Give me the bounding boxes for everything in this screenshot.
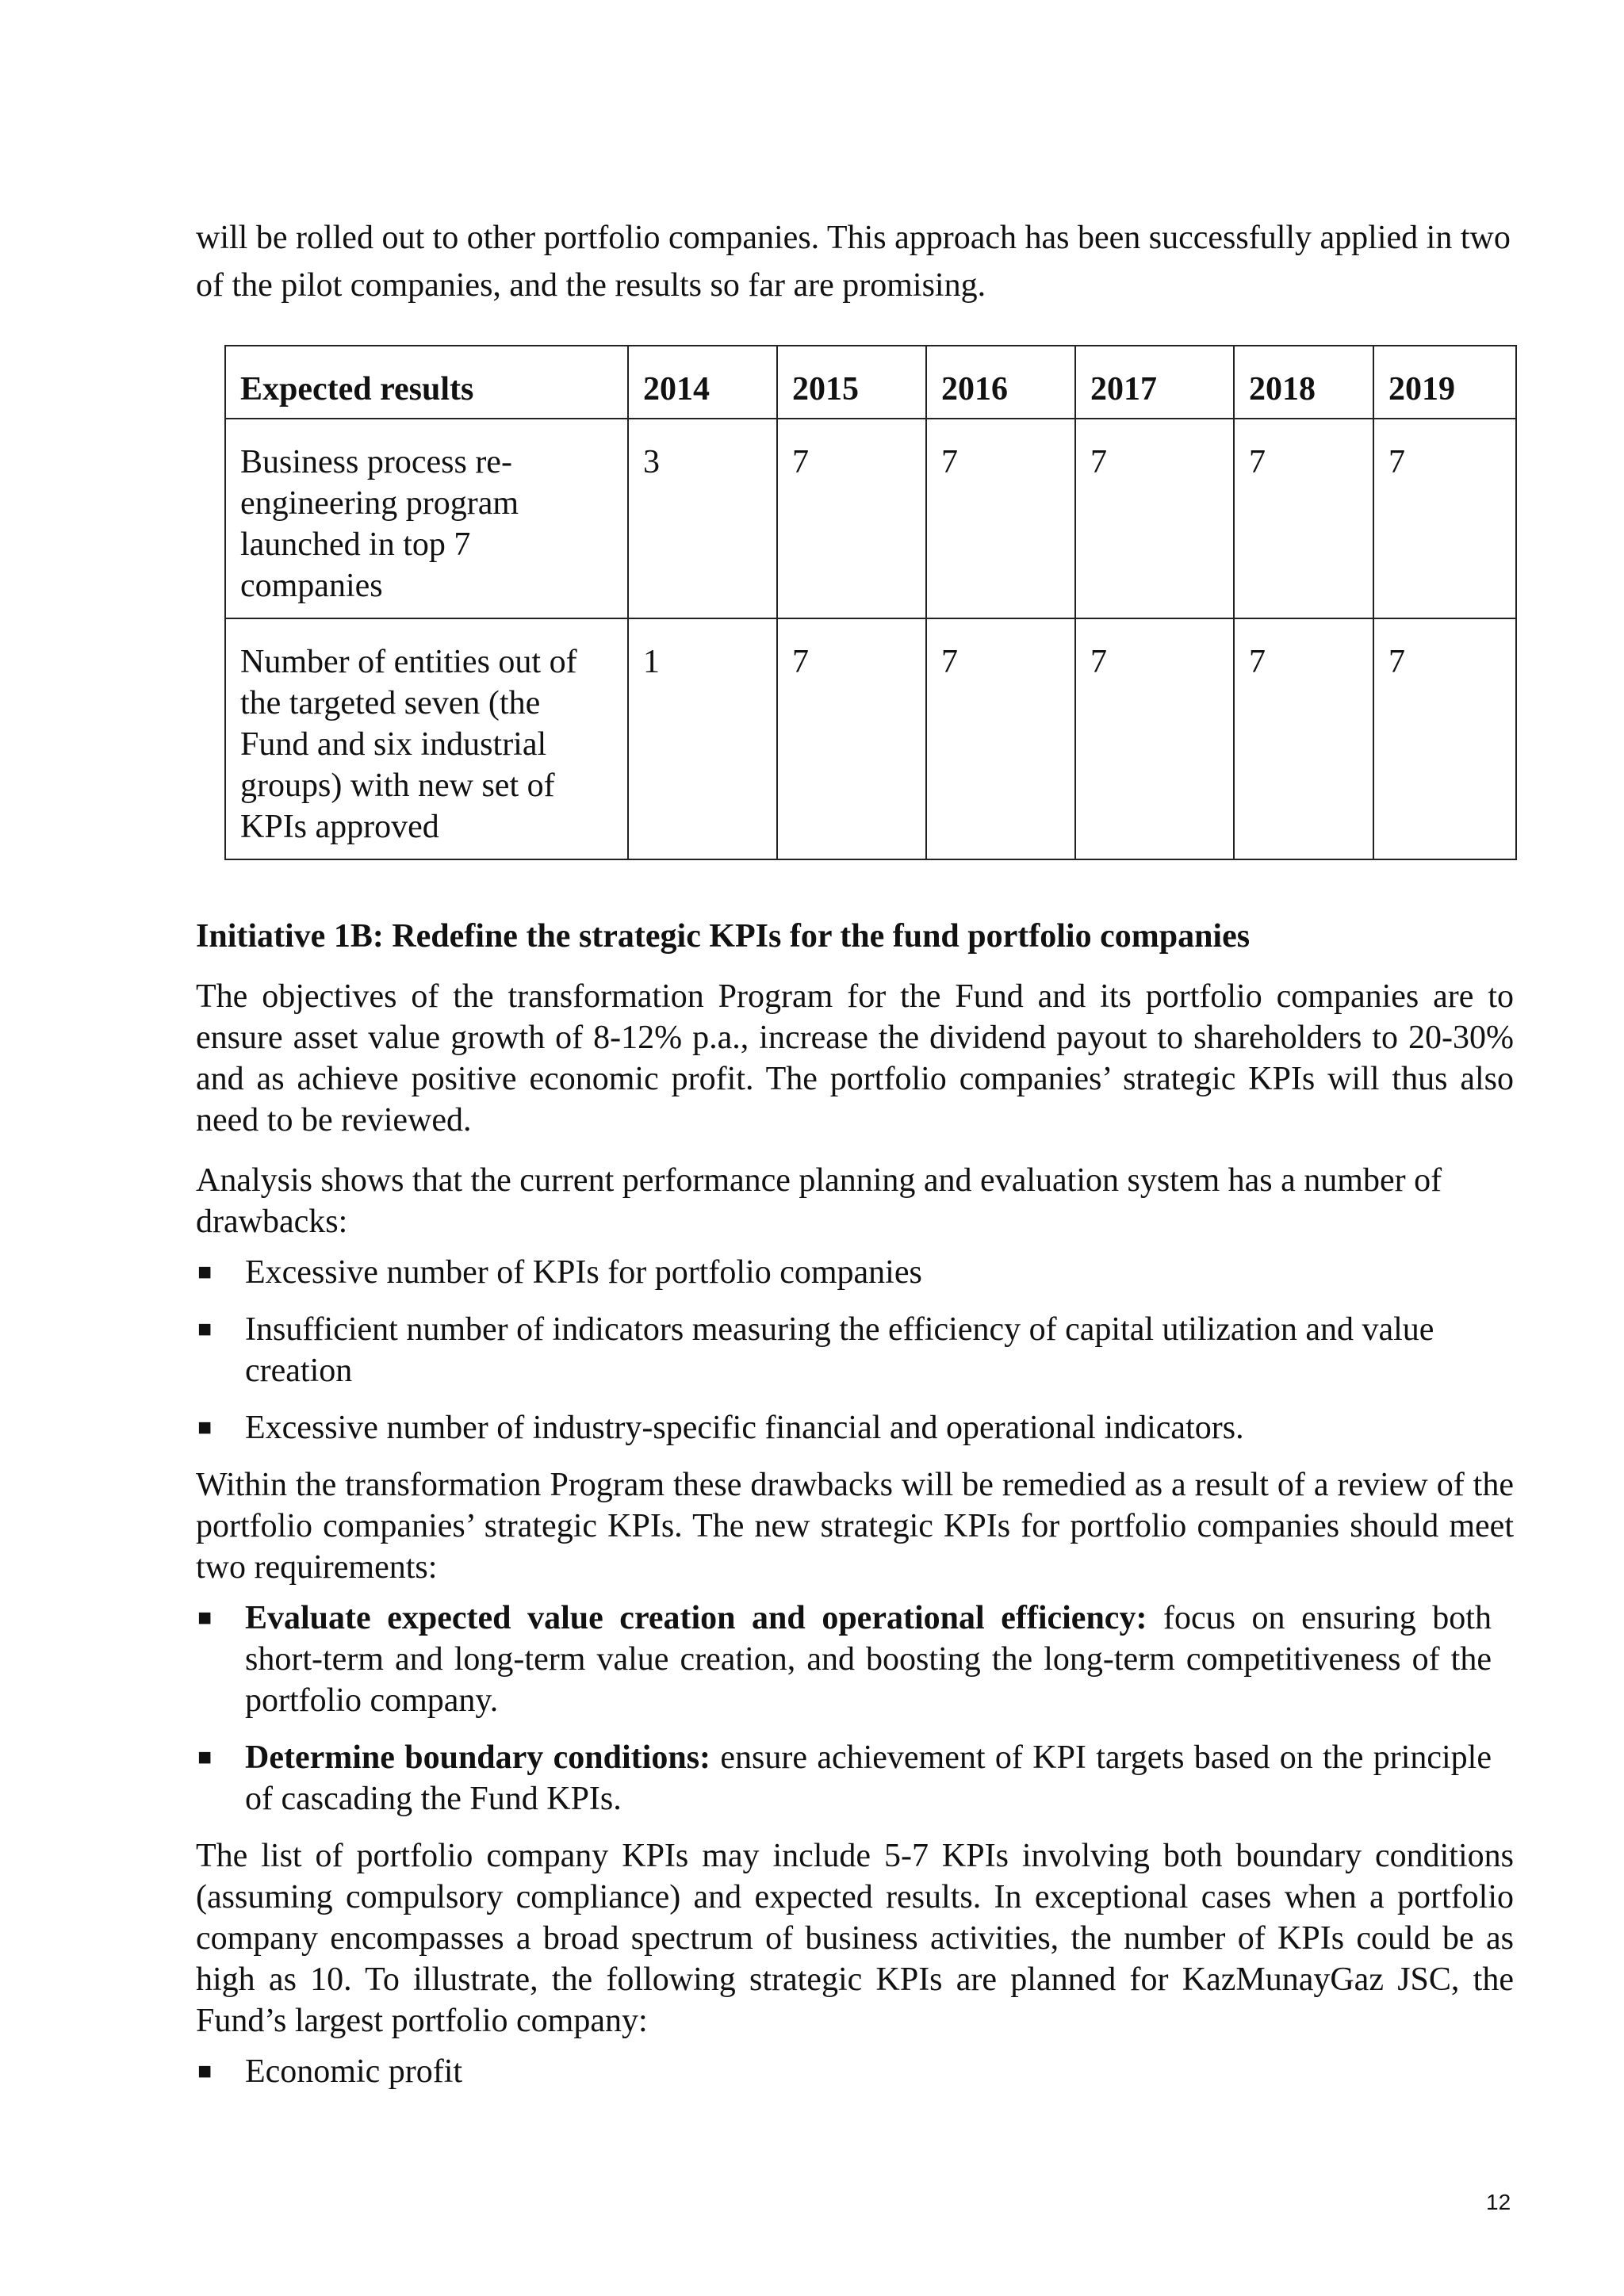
list-item-text: Insufficient number of indicators measuring the efficiency of capital utilization and value creation (245, 1311, 1434, 1389)
list-item (196, 1407, 1514, 1448)
list-item (196, 1252, 1514, 1293)
table-cell: 7 (1075, 618, 1234, 859)
expected-results-table (224, 345, 1517, 860)
table-cell: Business process re-engineering program launched in top 7 companies (225, 419, 628, 618)
square-bullet-icon: ■ (197, 1316, 213, 1342)
requirement-title: Evaluate expected value creation and operational efficiency: (245, 1600, 1147, 1636)
square-bullet-icon: ■ (197, 1605, 213, 1631)
page-body (196, 214, 1514, 2108)
table-header-cell: 2018 (1234, 346, 1373, 419)
list-item (196, 1737, 1514, 1820)
requirement-text: focus on ensuring both short-term and long-term value creation, and boosting the long-term competitiveness of the portfolio company. (245, 1600, 1492, 1719)
drawbacks-list (196, 1252, 1514, 1448)
table-cell: 7 (926, 618, 1075, 859)
table-cell: Number of entities out of the targeted seven (the Fund and six industrial groups) with new set of KPIs approved (225, 618, 628, 859)
square-bullet-icon: ■ (197, 2058, 213, 2084)
list-item (196, 1598, 1514, 1721)
table-cell: 7 (1075, 419, 1234, 618)
analysis-paragraph: Analysis shows that the current performance planning and evaluation system has a number of drawbacks: (196, 1162, 1442, 1240)
table-cell: 7 (926, 419, 1075, 618)
table-cell: 7 (1373, 419, 1516, 618)
table-row (225, 618, 1516, 859)
list-item-text: Excessive number of KPIs for portfolio companies (245, 1254, 922, 1291)
table-header-cell: 2015 (777, 346, 926, 419)
table-cell: 3 (628, 419, 777, 618)
requirement-title: Determine boundary conditions: (245, 1739, 711, 1776)
table-header-cell: 2017 (1075, 346, 1234, 419)
initiative-heading: Initiative 1B: Redefine the strategic KPIs for the fund portfolio companies (196, 918, 1251, 955)
table-cell: 1 (628, 618, 777, 859)
table-cell: 7 (1373, 618, 1516, 859)
table-cell: 7 (1234, 419, 1373, 618)
objectives-paragraph: The objectives of the transformation Program for the Fund and its portfolio companies are to ensure asset value growth of 8-12% p.a., increase the dividend payout to shareholders to 20-30% and as achieve positive economic profit. The portfolio companies’ strategic KPIs will thus also need to be reviewed. (196, 978, 1514, 1138)
table-header-cell: 2014 (628, 346, 777, 419)
within-paragraph: Within the transformation Program these drawbacks will be remedied as a result of a review of the portfolio companies’ strategic KPIs. The new strategic KPIs for portfolio companies should meet two requirements: (196, 1467, 1514, 1586)
table-header-cell: 2016 (926, 346, 1075, 419)
page-number: 12 (1486, 2190, 1511, 2214)
square-bullet-icon: ■ (197, 1744, 213, 1770)
list-item (196, 2051, 1514, 2092)
table-cell: 7 (777, 419, 926, 618)
table-cell: 7 (777, 618, 926, 859)
list-item (196, 1309, 1514, 1391)
list-item-text: Economic profit (245, 2053, 463, 2090)
table-header-cell: 2019 (1373, 346, 1516, 419)
intro-paragraph: will be rolled out to other portfolio companies. This approach has been successfully applied in two of the pilot companies, and the results so far are promising. (196, 220, 1511, 304)
table-row (225, 419, 1516, 618)
kpi-list-paragraph: The list of portfolio company KPIs may include 5-7 KPIs involving both boundary conditions (assuming compulsory compliance) and expected results. In exceptional cases when a portfolio company encompasses a broad spectrum of business activities, the number of KPIs could be as high as 10. To illustrate, the following strategic KPIs are planned for KazMunayGaz JSC, the Fund’s largest portfolio company: (196, 1838, 1514, 2039)
square-bullet-icon: ■ (197, 1414, 213, 1441)
square-bullet-icon: ■ (197, 1259, 213, 1285)
requirement-text: ensure achievement of KPI targets based on the principle of cascading the Fund KPIs. (245, 1739, 1492, 1817)
table-header-row (225, 346, 1516, 419)
table-header-cell: Expected results (225, 346, 628, 419)
kpis-list (196, 2051, 1514, 2092)
table-cell: 7 (1234, 618, 1373, 859)
requirements-list (196, 1598, 1514, 1820)
list-item-text: Excessive number of industry-specific financial and operational indicators. (245, 1410, 1244, 1446)
